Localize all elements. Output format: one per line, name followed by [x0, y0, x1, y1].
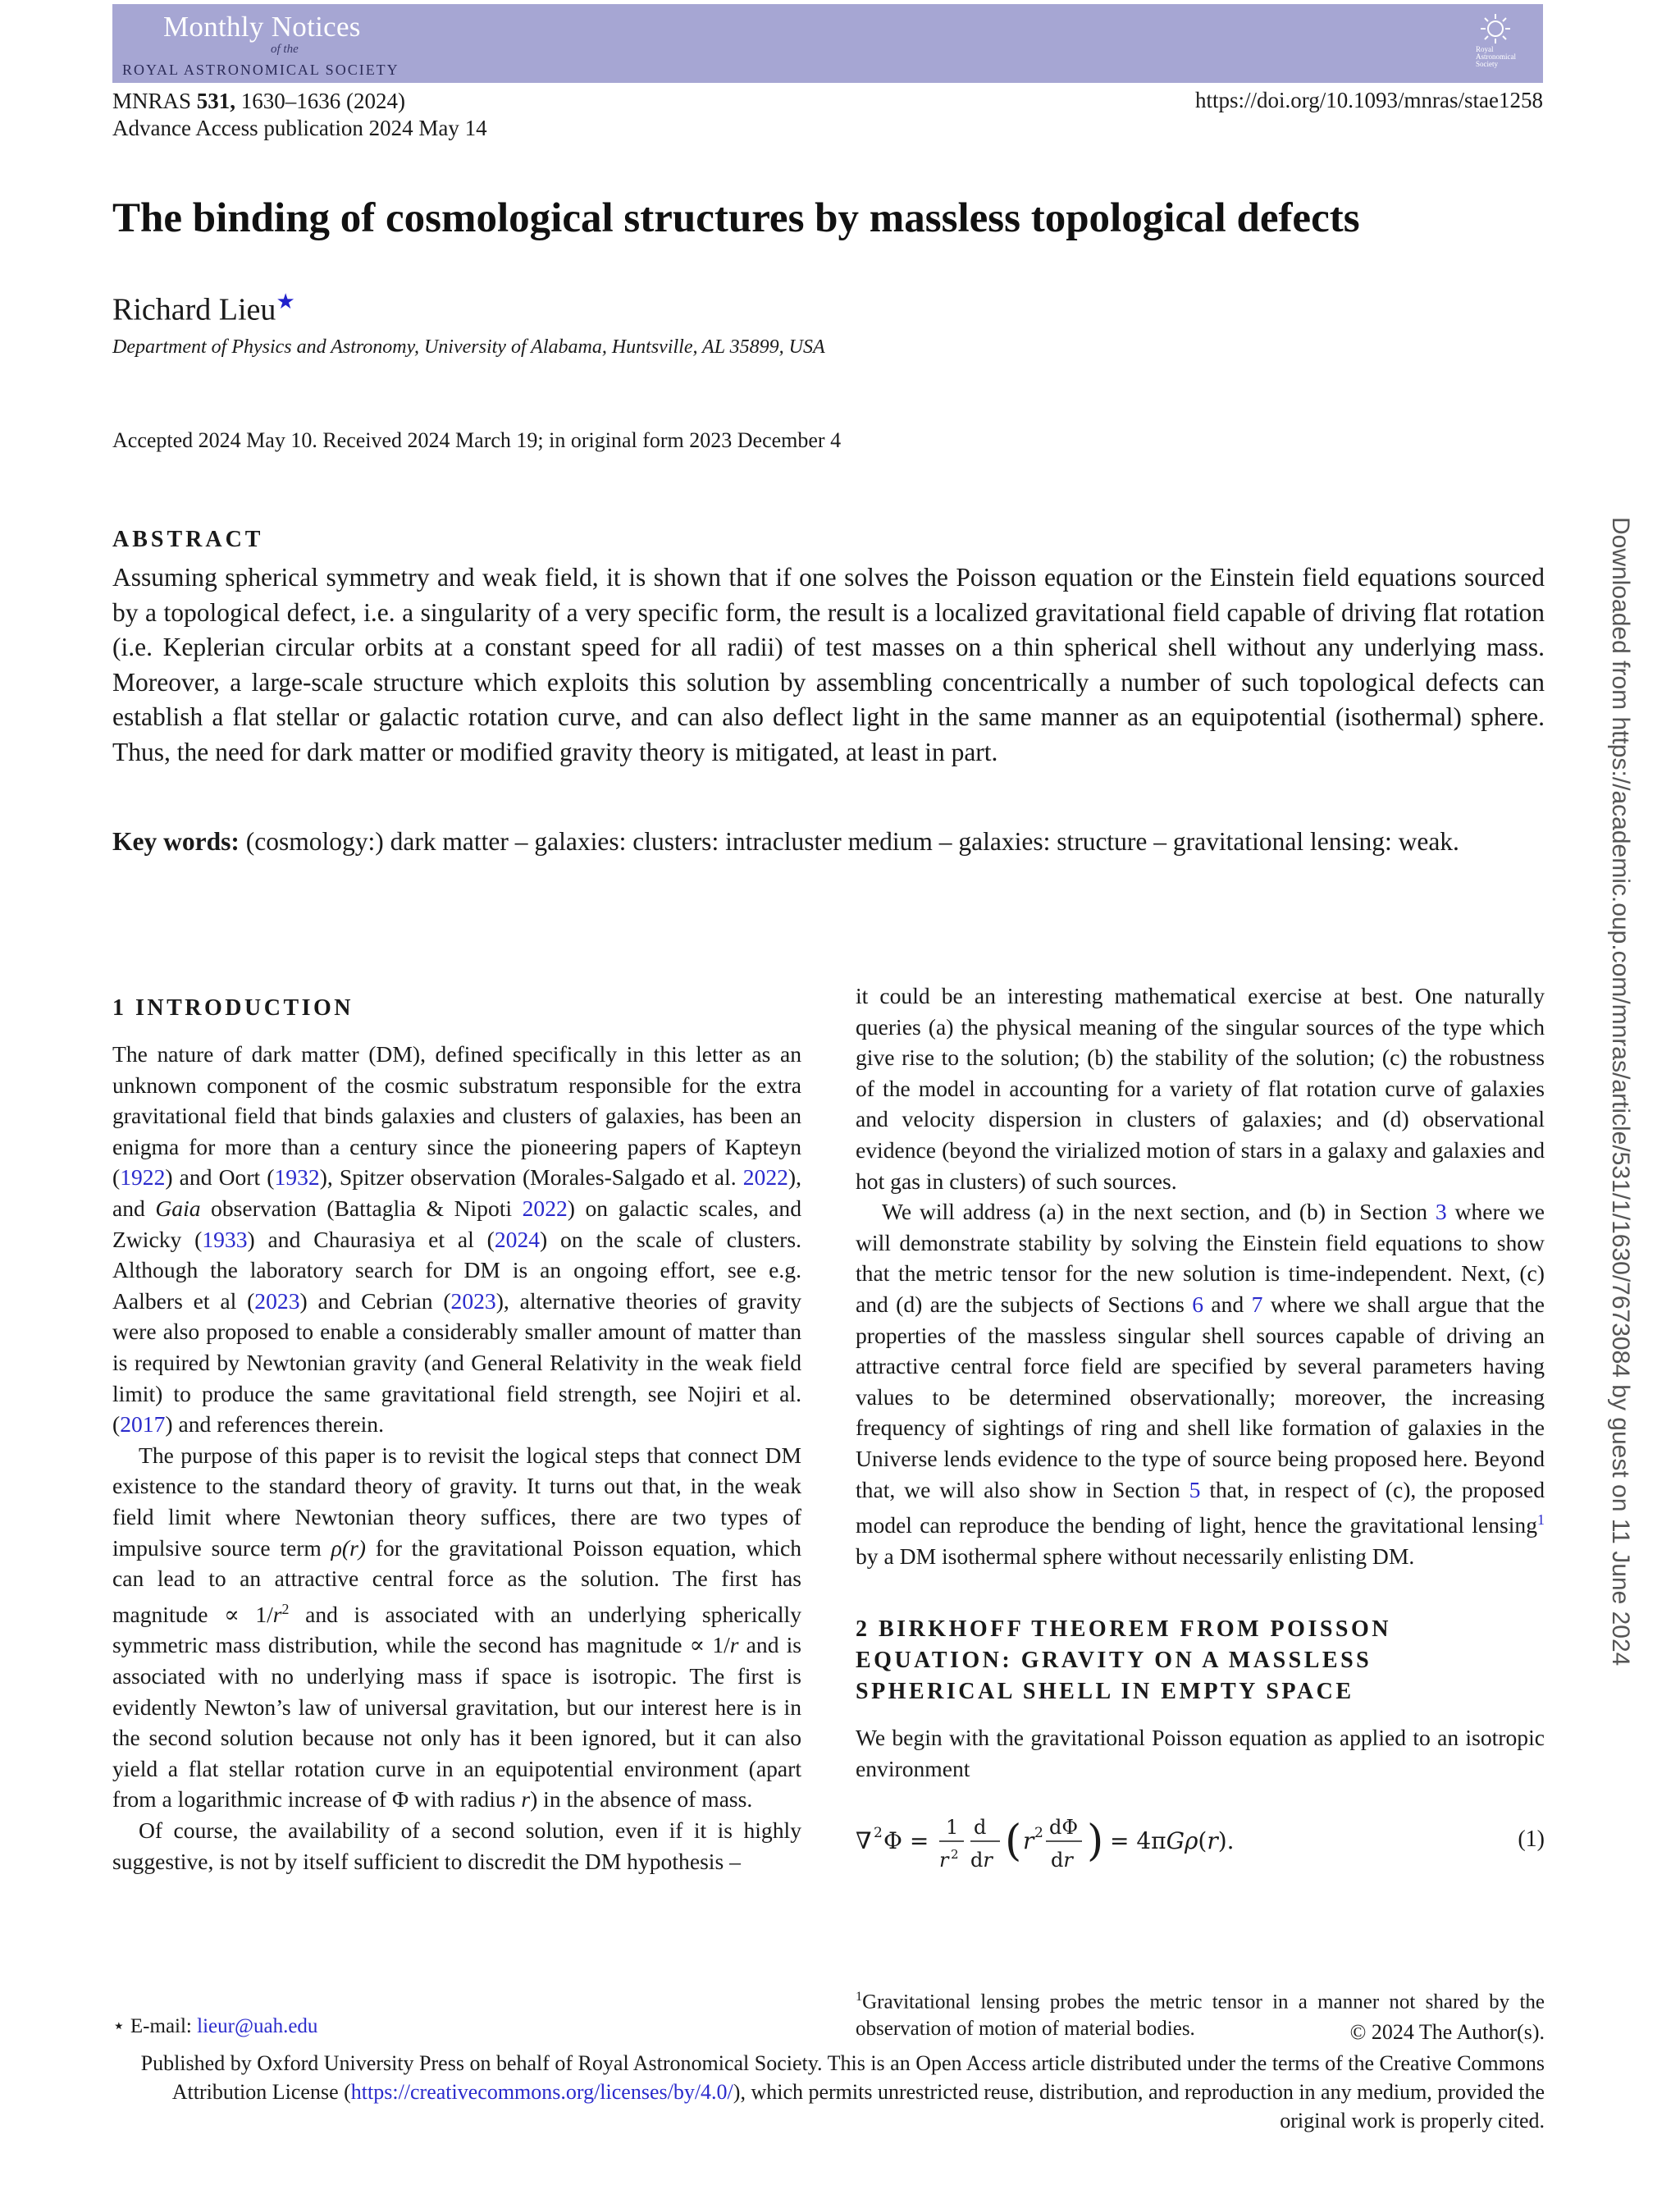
abstract-heading: ABSTRACT: [112, 527, 264, 552]
copyright: © 2024 The Author(s).: [1349, 2020, 1545, 2044]
svg-text:r: r: [1023, 1826, 1034, 1854]
equation-1: [856, 1794, 1545, 1877]
download-watermark: Downloaded from https://academic.oup.com/mnras/article/531/1/1630/7673084 by guest on 11 June 2024: [1607, 517, 1634, 1666]
svg-text:Φ =: Φ =: [883, 1826, 929, 1854]
ref-link[interactable]: 2023: [450, 1287, 496, 1314]
svg-text:dΦ: dΦ: [1049, 1815, 1079, 1839]
email-link[interactable]: lieur@uah.edu: [197, 2015, 318, 2037]
paper-title: The binding of cosmological structures by massless topological defects: [112, 195, 1360, 241]
publication-history: Accepted 2024 May 10. Received 2024 March 19; in original form 2023 December 4: [112, 428, 842, 452]
svg-text:(: (: [1005, 1816, 1022, 1866]
doi-link[interactable]: https://doi.org/10.1093/mnras/stae1258: [1195, 88, 1543, 112]
journal-of-the: of the: [271, 43, 299, 56]
citation-meta: MNRAS 531, 1630–1636 (2024) Advance Access publication 2024 May 14: [112, 89, 487, 140]
section-link[interactable]: 7: [1251, 1291, 1263, 1317]
intro-paragraph-4: it could be an interesting mathematical exercise at best. One naturally queries (a) the physical meaning of the singular sources of the type which give rise to the solution; (b) the stability of the solution; (c) the robustness of the model in accounting for a variety of flat rotation curve of galaxies and velocity dispersion in clusters of galaxies; and (d) observational evidence (beyond the virialized motion of stars in a galaxy and galaxies and hot gas in clusters) of such sources.: [856, 983, 1545, 1194]
keywords-label: Key words:: [112, 827, 240, 856]
license-text: Published by Oxford University Press on behalf of Royal Astronomical Society. This is an Open Access article distributed under the terms of the Creative Commons Attribution License (https://creativecommons.org/licenses/by/4.0/), which permits unrestricted reuse, distribution, and reproduction in any medium, provided the original work is properly cited.: [140, 2051, 1545, 2133]
journal-banner: [112, 4, 1543, 83]
volume: 531,: [196, 89, 236, 113]
svg-text:d: d: [974, 1815, 987, 1839]
svg-text:r: r: [939, 1848, 949, 1872]
keywords: [112, 825, 1545, 860]
journal-name: Monthly Notices: [163, 11, 361, 43]
ref-link[interactable]: 2023: [254, 1287, 300, 1314]
footnote-star-icon: ⋆: [112, 2015, 126, 2037]
ras-logo-text: Royal Astronomical Society: [1476, 45, 1516, 68]
section-2-text: We begin with the gravitational Poisson equation as applied to an isotropic environment: [856, 1725, 1545, 1782]
svg-text:2: 2: [874, 1824, 883, 1841]
section-1-heading: 1 INTRODUCTION: [112, 995, 354, 1021]
svg-text:1: 1: [946, 1815, 959, 1839]
svg-text:∇: ∇: [856, 1826, 872, 1854]
equation-number: (1): [1518, 1826, 1545, 1852]
section-link[interactable]: 5: [1189, 1476, 1201, 1502]
intro-paragraph-5: We will address (a) in the next section, and (b) in Section 3 where we will demonstrate stability by solving the Einstein field equations to show that the metric tensor for the new solution is time-independent. Next, (c) and (d) are the subjects of Sections 6 and 7 where we shall argue that the properties of the massless singular shell sources capable of driving an attractive central force field are specified by several parameters having values to be determined observationally; moreover, the increasing frequency of sightings of ring and shell like formation of galaxies in the Universe lends evidence to the type of source being proposed here. Beyond that, we will also show in Section 5 that, in respect of (c), the proposed model can reproduce the bending of light, hence the gravitational lensing$^1$ by a DM isothermal sphere without necessarily enlisting DM.: [856, 1199, 1545, 1569]
svg-text:dr: dr: [970, 1848, 993, 1872]
ref-link[interactable]: 1932: [274, 1164, 320, 1191]
ras-logo: [1463, 12, 1528, 78]
author-footnote-star-icon[interactable]: ★: [276, 290, 295, 313]
abstract-text: Assuming spherical symmetry and weak field, it is shown that if one solves the Poisson equation or the Einstein field equations sourced by a topological defect, i.e. a singularity of a very specific form, the result is a localized gravitational field capable of driving flat rotation (i.e. Keplerian circular orbits at a constant speed for all radii) of test masses on a thin spherical shell without any underlying mass. Moreover, a large-scale structure which exploits this solution by assembling concentrically a number of such topological defects can establish a flat stellar or galactic rotation curve, and can also deflect light in the same manner as an equipotential (isothermal) sphere. Thus, the need for dark matter or modified gravity theory is mitigated, at least in part.: [112, 563, 1545, 766]
keywords-text: (cosmology:) dark matter – galaxies: clusters: intracluster medium – galaxies: structure – gravitational lensing: weak.: [245, 827, 1459, 856]
svg-text:= 4πGρ(r).: = 4πGρ(r).: [1110, 1826, 1235, 1854]
column-right: [856, 981, 1545, 1877]
ref-link[interactable]: 2017: [120, 1411, 166, 1438]
section-link[interactable]: 3: [1435, 1199, 1447, 1225]
intro-paragraph-2: The purpose of this paper is to revisit the logical steps that connect DM existence to the standard theory of gravity. It turns out that, in the weak field limit where Newtonian theory suffices, there are two types of impulsive source term ρ(r) for the gravitational Poisson equation, which can lead to an attractive central force as the solution. The first has magnitude ∝ $1/r^2$ and is associated with an underlying spherically symmetric mass distribution, while the second has magnitude ∝ 1/r and is associated with no underlying mass if space is isotropic. The first is evidently Newton’s law of universal gravitation, but our interest here is in the second solution because not only has it been ignored, but it can also yield a flat stellar rotation curve in an equipotential environment (apart from a logarithmic increase of Φ with radius r) in the absence of mass.: [112, 1442, 802, 1813]
ref-link[interactable]: 1933: [202, 1226, 248, 1252]
section-2-heading: 2 BIRKHOFF THEOREM FROM POISSON EQUATION: GRAVITY ON A MASSLESS SPHERICAL SHELL IN EMPTY SPACE: [856, 1616, 1391, 1705]
ref-link[interactable]: 2022: [742, 1164, 788, 1191]
ref-link[interactable]: 2024: [494, 1226, 541, 1252]
svg-text:dr: dr: [1051, 1848, 1073, 1872]
footnote-1: $^1$Gravitational lensing probes the metric tensor in a manner not shared by the observation of motion of material bodies.: [856, 1989, 1545, 2041]
intro-paragraph-1: The nature of dark matter (DM), defined specifically in this letter as an unknown component of the cosmic substratum responsible for the extra gravitational field that binds galaxies and clusters of galaxies, has been an enigma for more than a century since the pioneering papers of Kapteyn (1922) and Oort (1932), Spitzer observation (Morales-Salgado et al. 2022), and Gaia observation (Battaglia & Nipoti 2022) on galactic scales, and Zwicky (1933) and Chaurasiya et al (2024) on the scale of clusters. Although the laboratory search for DM is an ongoing effort, see e.g. Aalbers et al (2023) and Cebrian (2023), alternative theories of gravity were also proposed to enable a considerably smaller amount of matter than is required by Newtonian gravity (and General Relativity in the weak field limit) to produce the same gravitational field strength, see Nojiri et al. (2017) and references therein.: [112, 1041, 801, 1438]
svg-text:2: 2: [1034, 1824, 1043, 1841]
advance-access: Advance Access publication 2024 May 14: [112, 116, 487, 140]
ref-link[interactable]: 1922: [120, 1164, 166, 1191]
author-name: Richard Lieu: [112, 292, 276, 327]
ras-emblem-icon: [1479, 12, 1512, 45]
intro-paragraph-3: Of course, the availability of a second solution, even if it is highly suggestive, is not by itself sufficient to discredit the DM hypothesis –: [112, 1817, 801, 1874]
affiliation: Department of Physics and Astronomy, University of Alabama, Huntsville, AL 35899, USA: [112, 336, 825, 358]
section-link[interactable]: 6: [1192, 1291, 1204, 1317]
svg-text:): ): [1087, 1816, 1104, 1866]
column-left: [112, 993, 801, 1877]
svg-text:2: 2: [951, 1846, 959, 1862]
ref-link[interactable]: 2022: [522, 1195, 568, 1221]
footnote-link[interactable]: 1: [1537, 1511, 1545, 1529]
author: [112, 290, 295, 328]
journal-society: ROYAL ASTRONOMICAL SOCIETY: [122, 62, 399, 78]
poisson-equation: [856, 1809, 1282, 1875]
license-link[interactable]: https://creativecommons.org/licenses/by/4.0/: [350, 2080, 733, 2104]
email-footnote: ⋆ E-mail: lieur@uah.edu: [112, 2015, 318, 2037]
